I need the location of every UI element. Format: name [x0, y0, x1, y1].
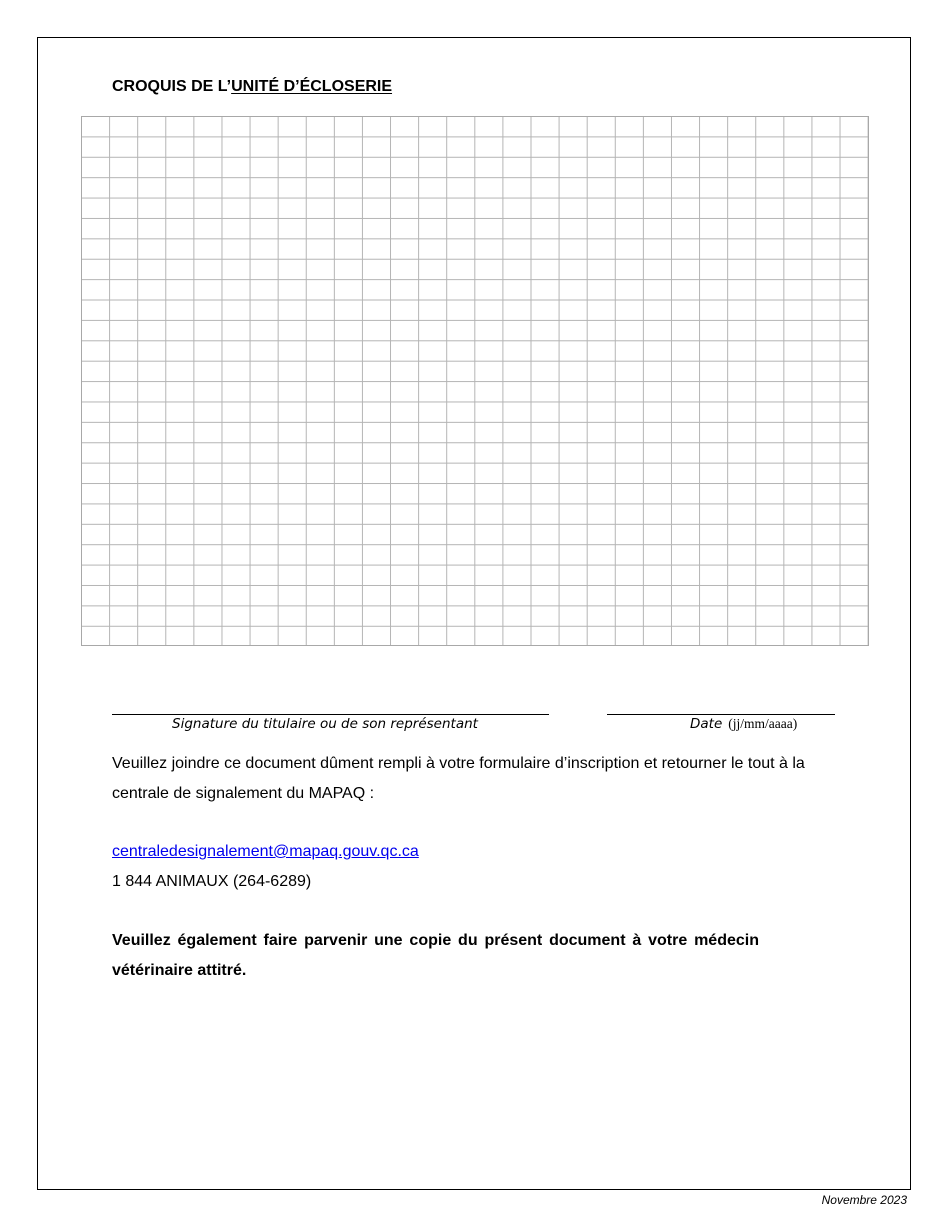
signature-line[interactable] — [112, 714, 549, 715]
footer-date: Novembre 2023 — [821, 1193, 907, 1207]
vet-notice-paragraph: Veuillez également faire parvenir une copie du présent document à votre médecin vétérinaire attitré. — [112, 932, 759, 979]
phone-number: 1 844 ANIMAUX (264-6289) — [112, 873, 312, 890]
email-link[interactable]: centraledesignalement@mapaq.gouv.qc.ca — [112, 843, 419, 860]
date-label: Date — [690, 716, 723, 732]
date-line[interactable] — [607, 714, 835, 715]
sketch-grid[interactable] — [81, 116, 869, 646]
date-format: (jj/mm/aaaa) — [728, 716, 798, 731]
title-prefix: CROQUIS DE L’ — [112, 78, 232, 95]
signature-label: Signature du titulaire ou de son représentant — [172, 716, 478, 732]
instructions-paragraph: Veuillez joindre ce document dûment rempli à votre formulaire d’inscription et retourner le tout à la centrale de signalement du MAPAQ : — [112, 755, 805, 802]
title-underlined: UNITÉ D’ÉCLOSERIE — [231, 78, 393, 95]
page-title — [112, 78, 392, 96]
date-label-group — [690, 716, 797, 732]
